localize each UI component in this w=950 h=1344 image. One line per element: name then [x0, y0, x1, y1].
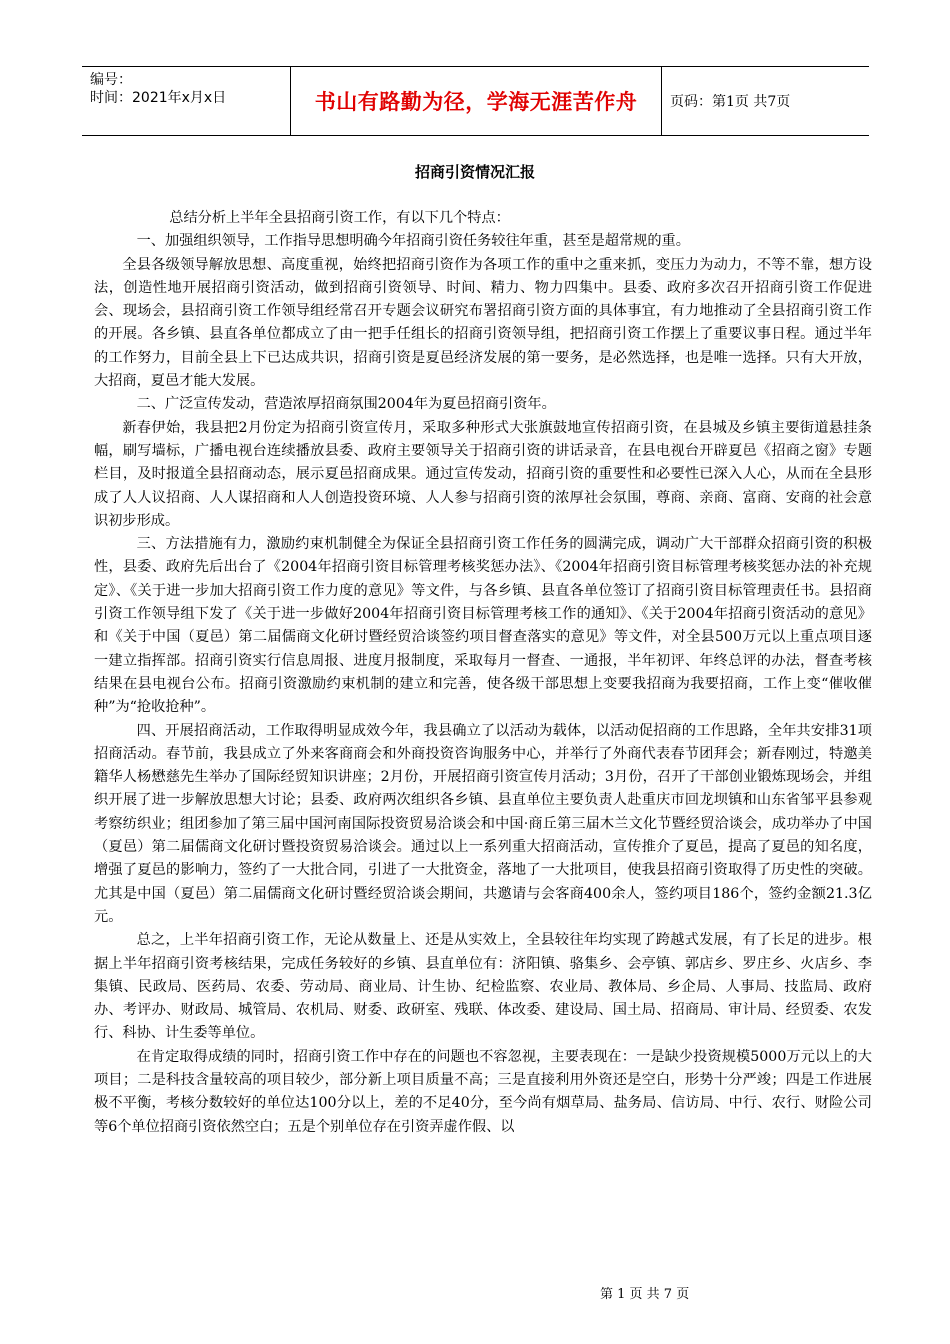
document-title: 招商引资情况汇报 [414, 163, 535, 181]
page-footer: 第 1 页 共 7 页 [600, 1287, 690, 1302]
header-motto: 书山有路勤为径，学海无涯苦作舟 [314, 90, 638, 114]
paragraph-body: 总之，上半年招商引资工作，无论从数量上、还是从实效上，全县较往年均实现了跨越式发展，有了长足的进步。根据上半年招商引资考核结果，完成任务较好的乡镇、县直单位有：济阳镇、骆集乡、会亭镇、郭店乡、罗庄乡、火店乡、李集镇、民政局、医药局、农委、劳动局、商业局、计生协、纪检监察、农业局、教体局、乡企局、人事局、技监局、政府办、考评办、财政局、城管局、农机局、财委、政研室、残联、体改委、建设局、国土局、招商局、审计局、经贸委、农发行、科协、计生委等单位。 [94, 932, 872, 1042]
header-page-info: 页码：第1页 共7页 [662, 67, 870, 136]
paragraph-section-2: 二、广泛宣传发动，营造浓厚招商氛围2004年为夏邑招商引资年。 [136, 396, 556, 413]
header-motto-cell [291, 67, 662, 136]
document-header [82, 66, 869, 136]
paragraph-body: 全县各级领导解放思想、高度重视，始终把招商引资作为各项工作的重中之重来抓，变压力为动力，不等不靠，想方设法，创造性地开展招商引资活动，做到招商引资领导、时间、精力、物力四集中。县委、政府多次召开招商引资工作促进会、现场会，县招商引资工作领导组经常召开专题会议研究布署招商引资方面的具体事宜，有力地推动了全县招商引资工作的开展。各乡镇、县直各单位都成立了由一把手任组长的招商引资领导组，把招商引资工作摆上了重要议事日程。通过半年的工作努力，目前全县上下已达成共识，招商引资是夏邑经济发展的第一要务，是必然选择，也是唯一选择。只有大开放，大招商，夏邑才能大发展。 [94, 256, 872, 390]
paragraph-body: 在肯定取得成绩的同时，招商引资工作中存在的问题也不容忽视，主要表现在：一是缺少投资规模5000万元以上的大项目；二是科技含量较高的项目较少，部分新上项目质量不高；三是直接利用外资还是空白，形势十分严竣；四是工作进展极不平衡，考核分数较好的单位达100分以上，差的不足40分，至今尚有烟草局、盐务局、信访局、中行、农行、财险公司等6个单位招商引资依然空白；五是个别单位存在引资弄虚作假、以 [94, 1048, 872, 1135]
date-label: 时间：2021年x月x日 [90, 90, 227, 106]
paragraph-section-1: 一、加强组织领导，工作指导思想明确今年招商引资任务较往年重，甚至是超常规的重。 [136, 233, 690, 250]
header-meta [82, 67, 291, 136]
paragraph-section-4: 四、开展招商活动，工作取得明显成效今年，我县确立了以活动为载体，以活动促招商的工作思路，全年共安排31项招商活动。春节前，我县成立了外来客商商会和外商投资咨询服务中心，并举行了外商代表春节团拜会；新春刚过，特邀美籍华人杨懋慈先生举办了国际经贸知识讲座；2月份，开展招商引资宣传月活动；3月份，召开了干部创业锻炼现场会，并组织开展了进一步解放思想大讨论；县委、政府两次组织各乡镇、县直单位主要负责人赴重庆市回龙坝镇和山东省邹平县参观考察纺织业；组团参加了第三届中国河南国际投资贸易洽谈会和中国·商丘第三届木兰文化节暨经贸洽谈会，成功举办了中国（夏邑）第二届儒商文化研讨暨投资贸易洽谈会。通过以上一系列重大招商活动，宣传推介了夏邑，提高了夏邑的知名度，增强了夏邑的影响力，签约了一大批合同，引进了一大批资金，落地了一大批项目，使我县招商引资取得了历史性的突破。尤其是中国（夏邑）第二届儒商文化研讨暨经贸洽谈会期间，共邀请与会客商400余人，签约项目186个，签约金额21.3亿元。 [94, 722, 872, 925]
paragraph-section-3: 三、方法措施有力，激励约束机制健全为保证全县招商引资工作任务的圆满完成，调动广大干部群众招商引资的积极性，县委、政府先后出台了《2004年招商引资目标管理考核奖惩办法》、《2004年招商引资目标管理考核奖惩办法的补充规定》、《关于进一步加大招商引资工作力度的意见》等文件，与各乡镇、县直各单位签订了招商引资目标管理责任书。县招商引资工作领导组下发了《关于进一步做好2004年招商引资目标管理考核工作的通知》、《关于2004年招商引资活动的意见》和《关于中国（夏邑）第二届儒商文化研讨暨经贸洽谈签约项目督查落实的意见》等文件，对全县500万元以上重点项目逐一建立指挥部。招商引资实行信息周报、进度月报制度，采取每月一督查、一通报，半年初评、年终总评的办法，督查考核结果在县电视台公布。招商引资激励约束机制的建立和完善，使各级干部思想上变要我招商为我要招商，工作上变“催收催种”为“抢收抢种”。 [94, 536, 872, 716]
paragraph-body: 新春伊始，我县把2月份定为招商引资宣传月，采取多种形式大张旗鼓地宣传招商引资，在县城及乡镇主要街道悬挂条幅，刷写墙标，广播电视台连续播放县委、政府主要领导关于招商引资的讲话录音，在县电视台开辟夏邑《招商之窗》专题栏目，及时报道全县招商动态，展示夏邑招商成果。通过宣传发动，招商引资的重要性和必要性已深入人心，从而在全县形成了人人议招商、人人谋招商和人人创造投资环境、人人参与招商引资的浓厚社会氛围，尊商、亲商、富商、安商的社会意识初步形成。 [94, 419, 872, 529]
paragraph-intro: 总结分析上半年全县招商引资工作，有以下几个特点： [169, 210, 510, 226]
document-body [94, 207, 872, 1139]
serial-label: 编号： [90, 72, 132, 88]
